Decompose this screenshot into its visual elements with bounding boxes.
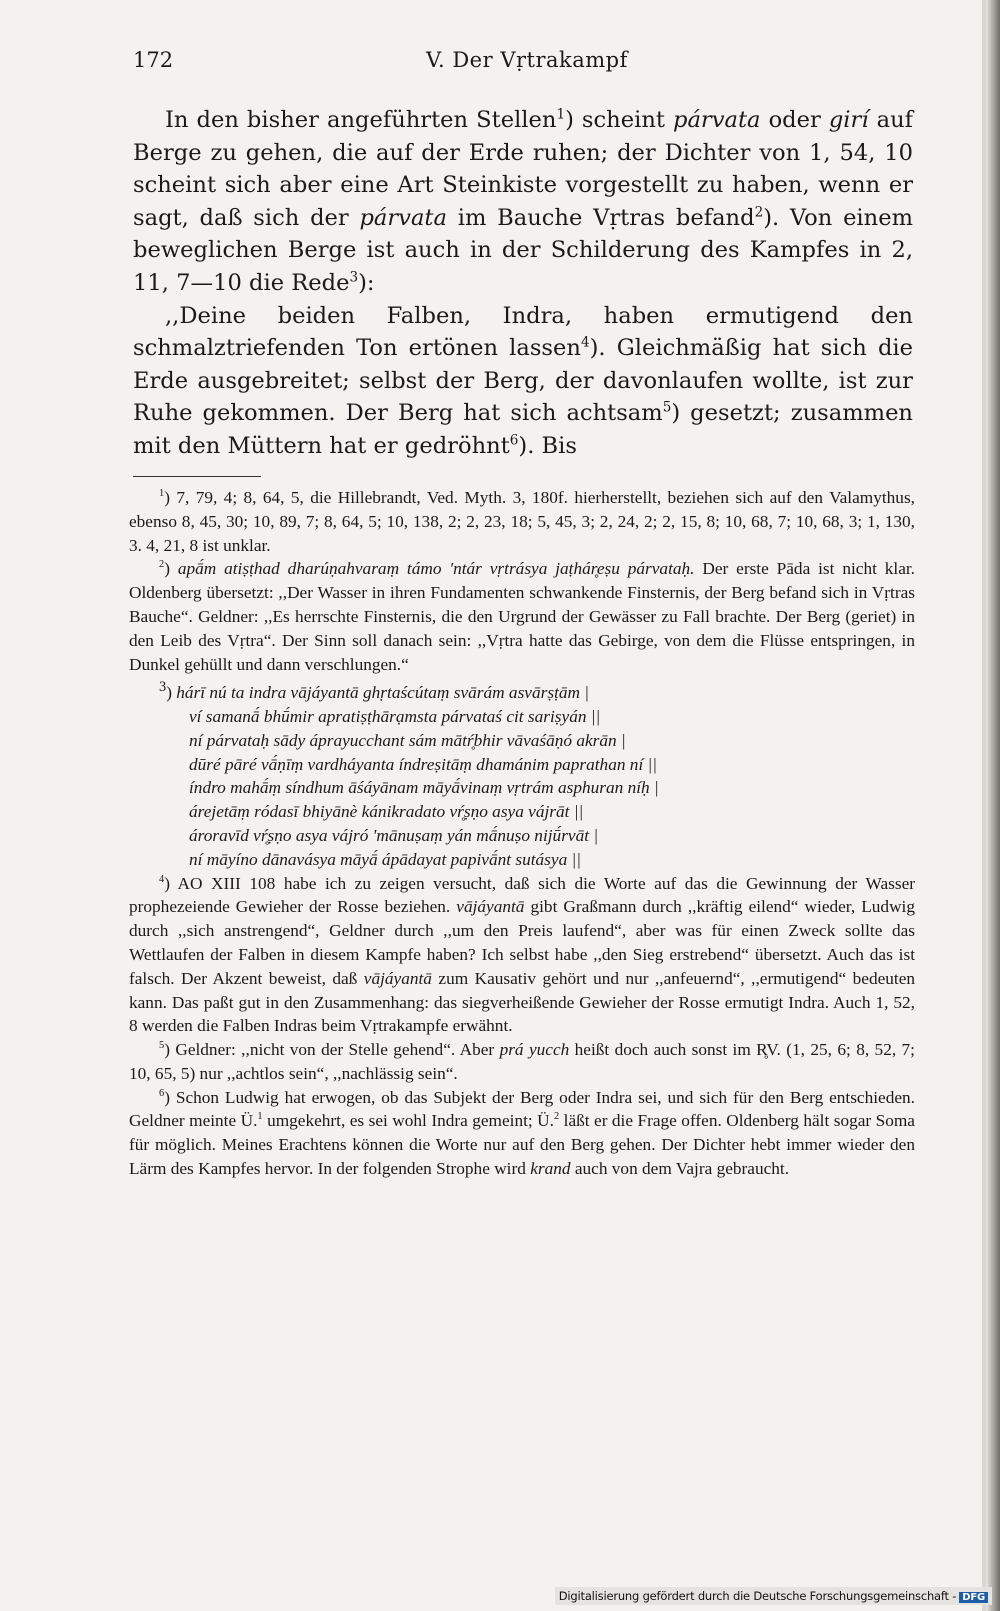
verse-text: árejetāṃ ródasī bhiyānè kánikradato vŕ̥ṣṇo asya vájrāt || (189, 802, 584, 822)
footnote-marker: 6 (509, 432, 519, 449)
verse-text: ní párvataḥ sādy áprayucchant sám mātŕ̥bhir vāvaśāṇó akrān | (189, 730, 626, 750)
text-run: ) 7, 79, 4; 8, 64, 5, die Hillebrandt, Ved. Myth. 3, 180f. hierherstellt, beziehen sich auf den Valamythus, ebenso 8, 45, 30; 10, 89, 7; 8, 64, 5; 10, 138, 2; 2, 23, 18; 5, 45, 3; 2, 24, 2; 2, 15, 8; 10, 68, 7; 10, 68, 3; 1, 130, 3. 4, 21, 8 ist unklar. (129, 488, 915, 555)
text-run: ) scheint (565, 107, 673, 133)
italic-term: párvata (359, 204, 447, 231)
text-run: ): (358, 269, 375, 296)
italic-term: krand (530, 1159, 571, 1179)
text-run: ,,Deine beiden Falben, Indra, haben ermutigend den schmalztriefenden Ton ertönen lassen (133, 302, 913, 362)
footnote-2 (129, 557, 915, 676)
footnotes (129, 486, 915, 1181)
italic-term: vājáyantā (363, 968, 432, 988)
footnote-marker: 5 (662, 399, 672, 416)
text-run: ). Von einem beweglichen Berge ist auch in der Schilderung des Kampfes in 2, 11, 7—10 die Rede (133, 204, 914, 296)
italic-term: prá yucch (499, 1040, 570, 1060)
footnote-marker: 4 (580, 334, 590, 351)
page-header (133, 48, 913, 78)
verse-text: ároravīd vŕ̥ṣṇo asya vájró 'mānuṣaṃ yán mā́nuṣo nijū́rvāt | (189, 825, 599, 845)
verse-line (129, 753, 915, 777)
footnote-4 (129, 872, 915, 1039)
text-run: im Bauche Vṛtras befand (446, 204, 755, 231)
digitization-footer (555, 1587, 992, 1605)
footnote-5 (129, 1038, 915, 1086)
text-run: ) Geldner: ,,nicht von der Stelle gehend“. Aber (164, 1040, 500, 1060)
italic-term: párvata (673, 107, 761, 133)
footnote-marker: 2 (159, 559, 165, 571)
verse-text: ní māyíno dānavásya māyā́ ápādayat papivā́nt sutásya || (189, 849, 582, 869)
verse-text: índro mahā́ṃ síndhum āśáyānam māyā́vinaṃ vṛtrám asphuran níḥ | (189, 778, 659, 798)
footnote-marker: 1 (257, 1111, 263, 1123)
italic-term: apā́m atiṣṭhad dharúṇahvaraṃ támo 'ntár vṛtrásya jaṭhár̥eṣu párvataḥ. (177, 559, 695, 579)
footnote-marker: 1 (556, 106, 566, 123)
text-run: ). Bis (518, 432, 577, 459)
verse-text: hárī nú ta indra vājáyantā ghṛtaścútaṃ svārám asvārṣṭām | (176, 683, 590, 703)
footnote-marker: 4 (159, 873, 165, 885)
text-run: ) (164, 559, 178, 579)
verse-text: dūré pāré vā́ṇīṃ vardháyanta índreṣitāṃ dhamánim paprathan ní || (189, 754, 658, 774)
footnote-6 (129, 1086, 915, 1181)
verse-line (129, 824, 915, 848)
running-head: V. Der Vṛtrakampf (426, 48, 628, 72)
verse-text: ví samanā́ bhū́mir apratiṣṭhārạmsta párvataś cit sariṣyán || (189, 706, 601, 726)
text-run: ) gesetzt; zusammen mit den Müttern hat er gedröhnt (133, 400, 913, 459)
verse-line (129, 729, 915, 753)
footnote-1 (129, 486, 915, 557)
quotation (133, 300, 913, 463)
dfg-logo: DFG (959, 1592, 988, 1603)
verse-line (129, 800, 915, 824)
text-run: auf Berge zu gehen, die auf der Erde ruhen; der Dichter von 1, 54, 10 scheint sich aber eine Art Steinkiste vorgestellt zu haben, wenn er sagt, daß sich der (133, 107, 913, 231)
footnote-marker: 1 (159, 488, 165, 500)
page-number: 172 (133, 48, 174, 72)
verse-line (129, 776, 915, 800)
text-run: gibt Graßmann durch ,,kräftig eilend“ wieder, Ludwig durch ,,sich anstrengend“, Geldner durch ,,um den Preis laufend“, aber was für einen Zweck sollte das Wettlaufen der Falben in diesem Kampfe haben? Ich selbst habe ,,den Sieg erstrebend“ übersetzt. Auch das ist falsch. Der Akzent beweist, daß (129, 897, 915, 988)
text-run: oder (760, 107, 829, 133)
footnote-marker: 6 (159, 1087, 165, 1099)
text-run: In den bisher angeführten Stellen (165, 107, 557, 133)
footnote-marker: 5 (159, 1040, 165, 1052)
text-run: ) AO XIII 108 habe ich zu zeigen versucht, daß sich die Worte auf das die Gewinnung der Wasser prophezeiende Gewieher der Rosse beziehen. (129, 873, 915, 917)
text-run: läßt er die Frage offen. Oldenberg hält sogar Soma für möglich. Meines Erachtens können die Worte nur auf den Berg gehen. Der Dichter hebt immer wieder den Lärm des Kampfes hervor. In der folgenden Strophe wird (129, 1111, 915, 1179)
footnote-marker: 2 (553, 1111, 560, 1123)
verse-line: $^3$) hárī nú ta indra vājáyantā ghṛtaścútaṃ svārám asvārṣṭām | (159, 679, 590, 703)
italic-term: vājáyantā (456, 897, 525, 917)
text-run: umgekehrt, es sei wohl Indra gemeint; Ü. (262, 1111, 554, 1131)
footnote-marker: 3 (159, 679, 167, 696)
book-spine-edge (986, 0, 1000, 1611)
italic-term: girí (828, 107, 869, 133)
text-run: ). Gleichmäßig hat sich die Erde ausgebreitet; selbst der Berg, der davonlaufen wollte, ist zur Ruhe gekommen. Der Berg hat sich achtsam (133, 335, 914, 427)
text-run: Der erste Pāda ist nicht klar. Oldenberg übersetzt: ,,Der Wasser in ihren Fundamenten schwankende Finsternis, der Berg befand sich in Vṛtras Bauche“. Geldner: ,,Es herrschte Finsternis, die den Urgrund der Gewässer zu Fall brachte. Der Berg (geriet) in den Leib des Vṛtra“. Der Sinn soll danach sein: ,,Vṛtra hatte das Gebirge, von dem die Flüsse entspringen, in Dunkel gehüllt und dann verschlungen.“ (129, 559, 916, 674)
footnote-rule (133, 476, 261, 477)
footnote-3 (129, 676, 915, 871)
main-text (133, 104, 913, 463)
text-run: zum Kausativ gehört und nur ,,anfeuernd“, ,,ermutigend“ bedeuten kann. Das paßt gut in den Zusammenhang: das siegverheißende Gewieher der Rosse ermutigt Indra. Auch 1, 52, 8 werden die Falben Indras beim Vṛtrakampfe erwähnt. (129, 968, 916, 1036)
text-run: auch von dem Vajra gebraucht. (570, 1159, 790, 1179)
verse-line (129, 705, 915, 729)
text-run: heißt doch auch sonst im R̥V. (1, 25, 6; 8, 52, 7; 10, 65, 5) nur ,,achtlos sein“, ,,nachlässig sein“. (129, 1040, 915, 1083)
footnote-marker: 3 (349, 269, 359, 286)
footnote-marker: 2 (754, 204, 764, 221)
text-run: ) Schon Ludwig hat erwogen, ob das Subjekt der Berg oder Indra sei, und sich für den Berg entschieden. Geldner meinte Ü. (129, 1087, 915, 1131)
verse-line (129, 848, 915, 872)
footer-text: Digitalisierung gefördert durch die Deutsche Forschungsgemeinschaft - (558, 1589, 957, 1603)
paragraph (133, 104, 913, 300)
